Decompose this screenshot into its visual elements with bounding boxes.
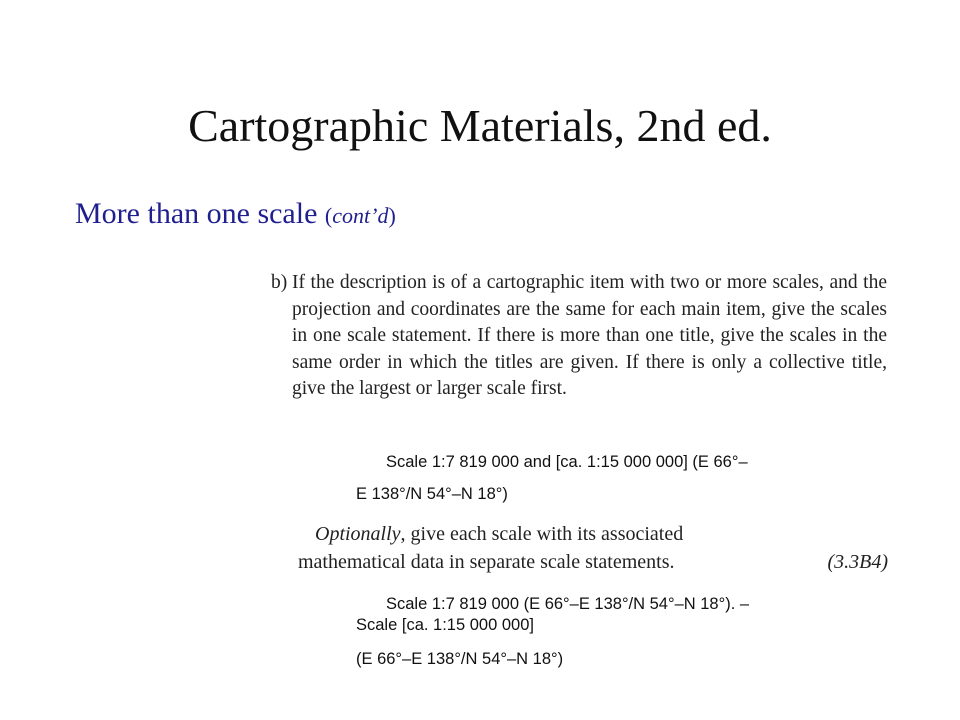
example2-line2: Scale [ca. 1:15 000 000] xyxy=(356,616,534,634)
optional-rule xyxy=(298,520,888,576)
example2-line3: (E 66°–E 138°/N 54°–N 18°) xyxy=(356,650,564,668)
example1-line1: Scale 1:7 819 000 and [ca. 1:15 000 000] (E 66°– xyxy=(386,453,748,471)
example1-line2: E 138°/N 54°–N 18°) xyxy=(356,485,508,503)
slide-subtitle xyxy=(75,192,396,238)
subtitle-main: More than one scale xyxy=(75,197,325,230)
example2-line1: Scale 1:7 819 000 (E 66°–E 138°/N 54°–N 18°). – xyxy=(386,595,750,613)
optional-line1-rest: , give each scale with its associated xyxy=(400,523,684,545)
optional-line2: mathematical data in separate scale statements. xyxy=(298,551,675,573)
item-b-text: If the description is of a cartographic item with two or more scales, and the projection and coordinates are the same for each main item, give the scales in one scale statement. If there is more than one title, give the scales in the same order in which the titles are given. If there is only a collective title, give the largest or larger scale first. xyxy=(292,272,887,399)
item-b-marker: b) xyxy=(271,272,288,293)
optional-italic-word: Optionally xyxy=(315,523,401,545)
subtitle-paren-close: ) xyxy=(388,203,396,228)
rule-reference: (3.3B4) xyxy=(827,551,888,573)
subtitle-contd: cont’d xyxy=(332,203,389,228)
optional-line1 xyxy=(298,520,888,548)
rule-item-b xyxy=(271,270,887,403)
slide-title: Cartographic Materials, 2nd ed. xyxy=(188,100,772,151)
subtitle-paren-open: ( xyxy=(324,203,333,228)
